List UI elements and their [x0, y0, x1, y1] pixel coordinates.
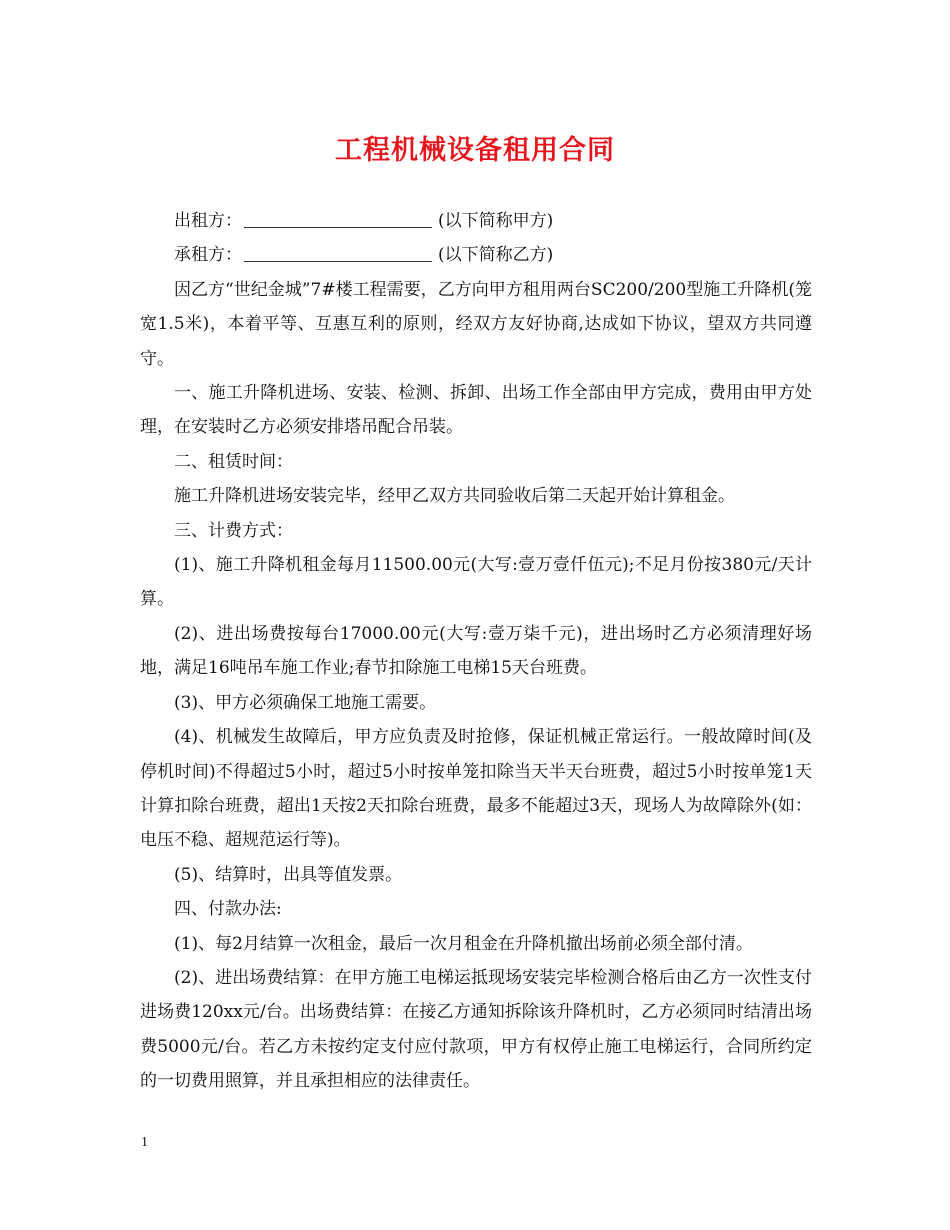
paragraph-billing-3: (3)、甲方必须确保工地施工需要。	[174, 692, 437, 713]
page-number: 1	[141, 1135, 148, 1150]
document-body	[140, 204, 812, 1099]
paragraph-lease-period: 施工升降机进场安装完毕，经甲乙双方共同验收后第二天起开始计算租金。	[174, 486, 735, 507]
lessee-line	[140, 238, 812, 272]
lessor-line	[140, 204, 812, 238]
paragraph-billing-1: (1)、施工升降机租金每月11500.00元(大写:壹万壹仟伍元);不足月份按380元/天计算。	[140, 555, 812, 610]
heading-billing: 三、计费方式：	[174, 520, 293, 541]
lessor-blank-field	[244, 209, 432, 228]
heading-lease-period: 二、租赁时间：	[174, 451, 293, 472]
heading-payment: 四、付款办法:	[174, 899, 282, 920]
paragraph-billing-5: (5)、结算时，出具等值发票。	[174, 864, 403, 885]
paragraph-clause-1: 一、施工升降机进场、安装、检测、拆卸、出场工作全部由甲方完成，费用由甲方处理，在安装时乙方必须安排塔吊配合吊装。	[140, 383, 812, 438]
paragraph-billing-2: (2)、进出场费按每台17000.00元(大写:壹万柒千元)，进出场时乙方必须清理好场地，满足16吨吊车施工作业;春节扣除施工电梯15天台班费。	[140, 623, 812, 679]
lessor-note: (以下简称甲方)	[438, 211, 554, 231]
lessor-label: 出租方：	[174, 211, 242, 231]
paragraph-intro: 因乙方“世纪金城”7#楼工程需要，乙方向甲方租用两台SC200/200型施工升降机(笼宽1.5米)，本着平等、互惠互利的原则，经双方友好协商,达成如下协议，望双方共同遵守。	[140, 279, 812, 369]
paragraph-payment-1: (1)、每2月结算一次租金，最后一次月租金在升降机撤出场前必须全部付清。	[174, 933, 753, 954]
lessee-label: 承租方：	[174, 245, 242, 266]
document-title: 工程机械设备租用合同	[335, 135, 615, 166]
paragraph-payment-2: (2)、进出场费结算：在甲方施工电梯运抵现场安装完毕检测合格后由乙方一次性支付进场费120xx元/台。出场费结算：在接乙方通知拆除该升降机时，乙方必须同时结清出场费5000元/台。若乙方未按约定支付应付款项，甲方有权停止施工电梯运行，合同所约定的一切费用照算，并且承担相应的法律责任。	[140, 967, 812, 1092]
lessee-blank-field	[244, 243, 432, 262]
paragraph-billing-4: (4)、机械发生故障后，甲方应负责及时抢修，保证机械正常运行。一般故障时间(及停机时间)不得超过5小时，超过5小时按单笼扣除当天半天台班费，超过5小时按单笼1天计算扣除台班费，超出1天按2天扣除台班费，最多不能超过3天，现场人为故障除外(如：电压不稳、超规范运行等)。	[140, 727, 812, 851]
lessee-note: (以下简称乙方)	[438, 245, 554, 266]
